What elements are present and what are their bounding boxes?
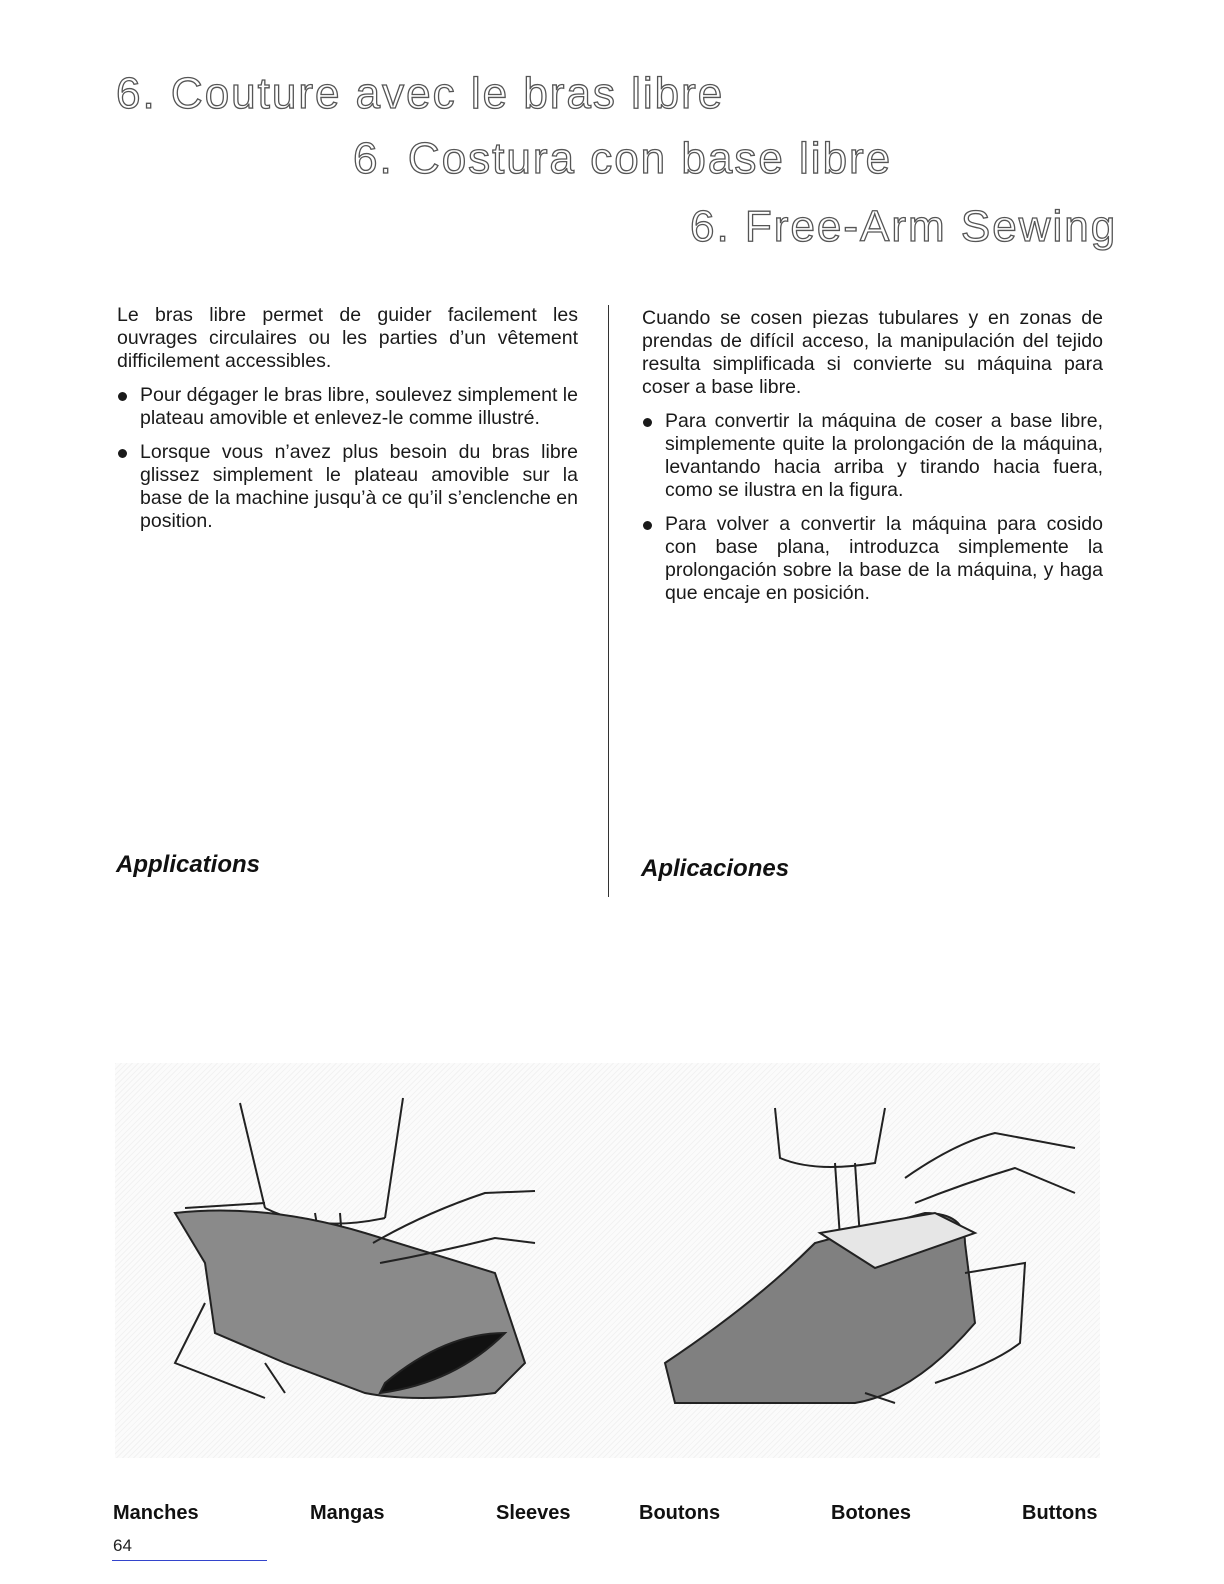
- french-bullet: Pour dégager le bras libre, soulevez simplement le plateau amovible et enlevez-le comme illustré.: [117, 384, 578, 430]
- spanish-bullet: Para volver a convertir la máquina para cosido con base plana, introduzca simplemente la prolongación sobre la base de la máquina, y haga que encaje en posición.: [642, 513, 1103, 605]
- caption-boutons: Boutons: [639, 1502, 721, 1524]
- caption-sleeves: Sleeves: [496, 1502, 571, 1524]
- footer-line: [112, 1560, 267, 1561]
- button-illustration: [665, 1108, 1075, 1403]
- french-bullet: Lorsque vous n’avez plus besoin du bras libre glissez simplement le plateau amovible sur la base de la machine jusqu’à ce qu’il s’enclenche en position.: [117, 441, 578, 533]
- title-english: 6. Free-Arm Sewing: [690, 202, 1118, 251]
- spanish-column: [642, 307, 1103, 616]
- french-column: [117, 304, 578, 544]
- sewing-illustration-drawing: [115, 1063, 1100, 1458]
- spanish-bullet: Para convertir la máquina de coser a base libre, simplemente quite la prolongación de la máquina, levantando hacia arriba y tirando hacia fuera, como se ilustra en la figura.: [642, 410, 1103, 502]
- applications-heading-french: Applications: [116, 851, 261, 878]
- caption-mangas: Mangas: [310, 1502, 385, 1524]
- caption-buttons: Buttons: [1022, 1502, 1098, 1524]
- title-spanish: 6. Costura con base libre: [353, 134, 893, 183]
- applications-heading-spanish: Aplicaciones: [641, 855, 790, 882]
- sleeve-illustration: [175, 1098, 535, 1398]
- french-intro: Le bras libre permet de guider facilement les ouvrages circulaires ou les parties d’un vêtement difficilement accessibles.: [117, 304, 578, 372]
- bullet-icon: [643, 418, 652, 427]
- spanish-intro: Cuando se cosen piezas tubulares y en zonas de prendas de difícil acceso, la manipulación del tejido resulta simplificada si convierte su máquina para coser a base libre.: [642, 307, 1103, 398]
- bullet-icon: [118, 392, 127, 401]
- caption-manches: Manches: [113, 1502, 199, 1524]
- page-number: 64: [113, 1536, 132, 1555]
- caption-botones: Botones: [831, 1502, 911, 1524]
- spanish-bullet-list: [642, 410, 1103, 605]
- french-bullet-list: [117, 384, 578, 533]
- bullet-icon: [118, 449, 127, 458]
- sewing-illustration: [115, 1063, 1100, 1458]
- title-french: 6. Couture avec le bras libre: [116, 69, 725, 118]
- bullet-icon: [643, 521, 652, 530]
- column-divider: [608, 305, 609, 897]
